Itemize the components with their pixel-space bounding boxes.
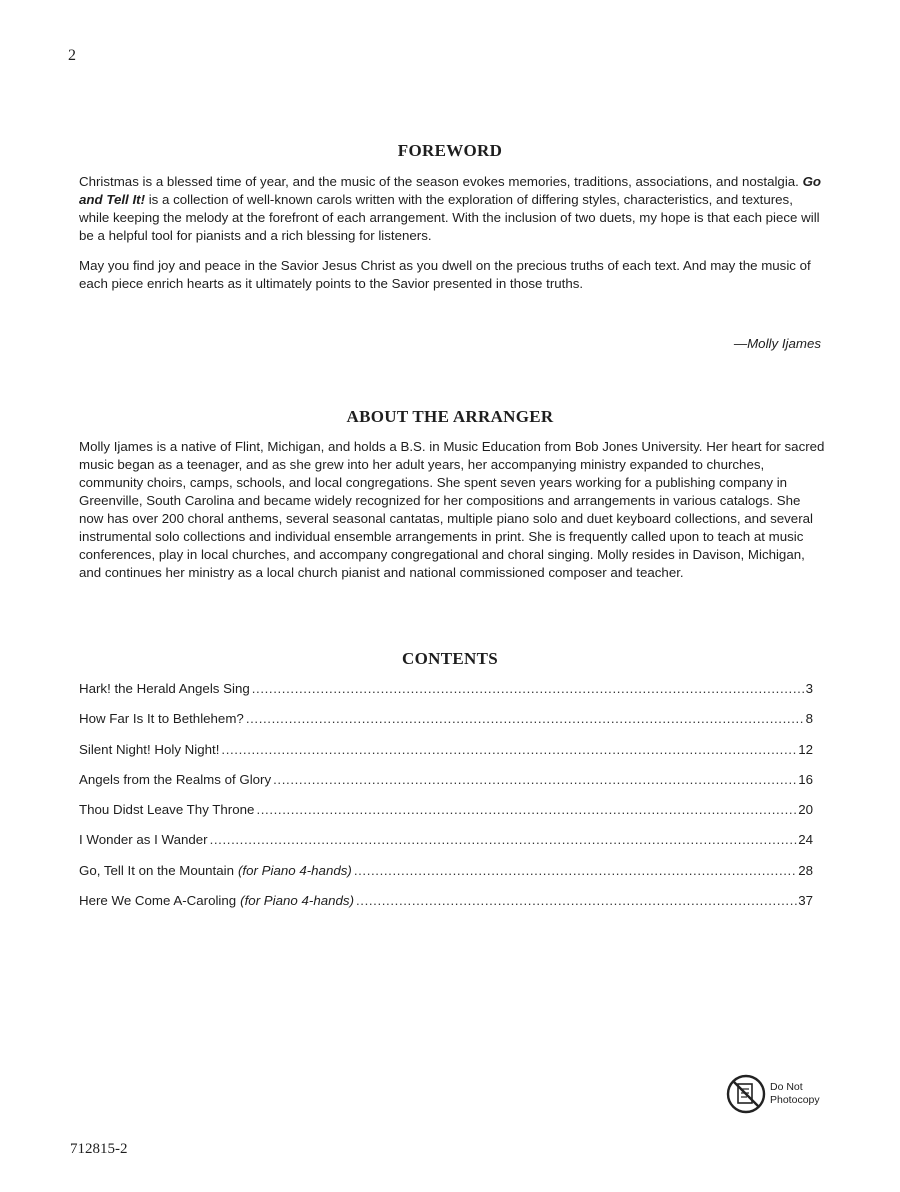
dot-leader xyxy=(246,711,805,726)
foreword-text-body: is a collection of well-known carols written with the exploration of differing styles, characteristics, and textures, while keeping the melody at the forefront of each arrangement. With the inclusion of two duets, my hope is that each piece will be a helpful tool for pianists and a rich blessing for listeners. xyxy=(79,192,820,243)
dot-leader xyxy=(354,863,797,878)
dot-leader xyxy=(221,742,797,757)
contents-item-title: Hark! the Herald Angels Sing xyxy=(79,681,250,696)
about-paragraph: Molly Ijames is a native of Flint, Michigan, and holds a B.S. in Music Education from Bob Jones University. Her heart for sacred music began as a teenager, and as she grew into her adult years, her accompanying ministry expanded to churches, community choirs, camps, schools, and local congregations. She spent seven years working for a publishing company in Greenville, South Carolina and became widely recognized for her compositions and arrangements in various catalogs. She now has over 200 choral anthems, several seasonal cantatas, multiple piano solo and duet keyboard collections, and several instrumental solo collections and individual ensemble arrangements in print. She is frequently called upon to teach at music conferences, play in local churches, and accompany congregational and choral singing. Molly resides in Davison, Michigan, and continues her ministry as a local church pianist and national commissioned composer and teacher. xyxy=(79,439,825,580)
foreword-paragraph-1 xyxy=(79,173,824,245)
contents-item-title: Silent Night! Holy Night! xyxy=(79,741,220,757)
contents-item-page: 16 xyxy=(798,771,813,787)
contents-item xyxy=(79,711,813,741)
dot-leader xyxy=(256,802,797,817)
about-heading: ABOUT THE ARRANGER xyxy=(346,407,554,426)
book-title: Go and Tell It! xyxy=(79,174,822,207)
contents-item xyxy=(79,742,813,772)
contents-item xyxy=(79,681,813,711)
dot-leader xyxy=(273,772,797,787)
contents-item xyxy=(79,832,813,862)
contents-item-page: 24 xyxy=(798,832,813,848)
contents-item-title: Angels from the Realms of Glory xyxy=(79,771,272,787)
contents-item-page: 12 xyxy=(798,741,813,757)
contents-item-title: How Far Is It to Bethlehem? xyxy=(79,711,244,727)
contents-item-page: 20 xyxy=(798,802,813,818)
foreword-signature: —Molly Ijames xyxy=(733,336,821,351)
foreword-paragraph-2: May you find joy and peace in the Savior Jesus Christ as you dwell on the precious truths of each text. And may the music of each piece enrich hearts as it ultimately points to the Savior presented in those truths. xyxy=(79,258,811,291)
dot-leader xyxy=(252,681,805,696)
contents-item xyxy=(79,863,813,893)
contents-item-title: Here We Come A-Caroling xyxy=(79,893,237,909)
contents-item-page: 3 xyxy=(805,681,813,696)
contents-item xyxy=(79,772,813,802)
dot-leader xyxy=(356,893,797,908)
page-number: 2 xyxy=(68,47,76,64)
dot-leader xyxy=(210,832,798,847)
no-photocopy-icon xyxy=(726,1074,766,1114)
contents-heading: CONTENTS xyxy=(402,649,498,668)
notice-line-2: Photocopy xyxy=(770,1094,820,1106)
contents-list xyxy=(79,681,813,923)
contents-item-title: Go, Tell It on the Mountain xyxy=(79,862,234,878)
contents-item-page: 37 xyxy=(798,893,813,909)
catalog-number: 712815-2 xyxy=(70,1141,128,1157)
foreword-heading: FOREWORD xyxy=(397,141,503,160)
contents-item-page: 8 xyxy=(805,711,813,727)
contents-item-page: 28 xyxy=(798,862,813,878)
contents-item-title: Thou Didst Leave Thy Throne xyxy=(79,802,255,818)
foreword-text-intro: Christmas is a blessed time of year, and the music of the season evokes memories, traditions, associations, and nostalgia. xyxy=(79,174,803,189)
contents-item xyxy=(79,802,813,832)
contents-item xyxy=(79,893,813,923)
contents-item-note: (for Piano 4-hands) xyxy=(240,893,354,909)
contents-item-note: (for Piano 4-hands) xyxy=(237,862,352,878)
do-not-photocopy-notice xyxy=(726,1074,820,1114)
do-not-photocopy-label xyxy=(770,1081,820,1107)
contents-item-title: I Wonder as I Wander xyxy=(79,832,208,848)
notice-line-1: Do Not xyxy=(770,1081,803,1093)
